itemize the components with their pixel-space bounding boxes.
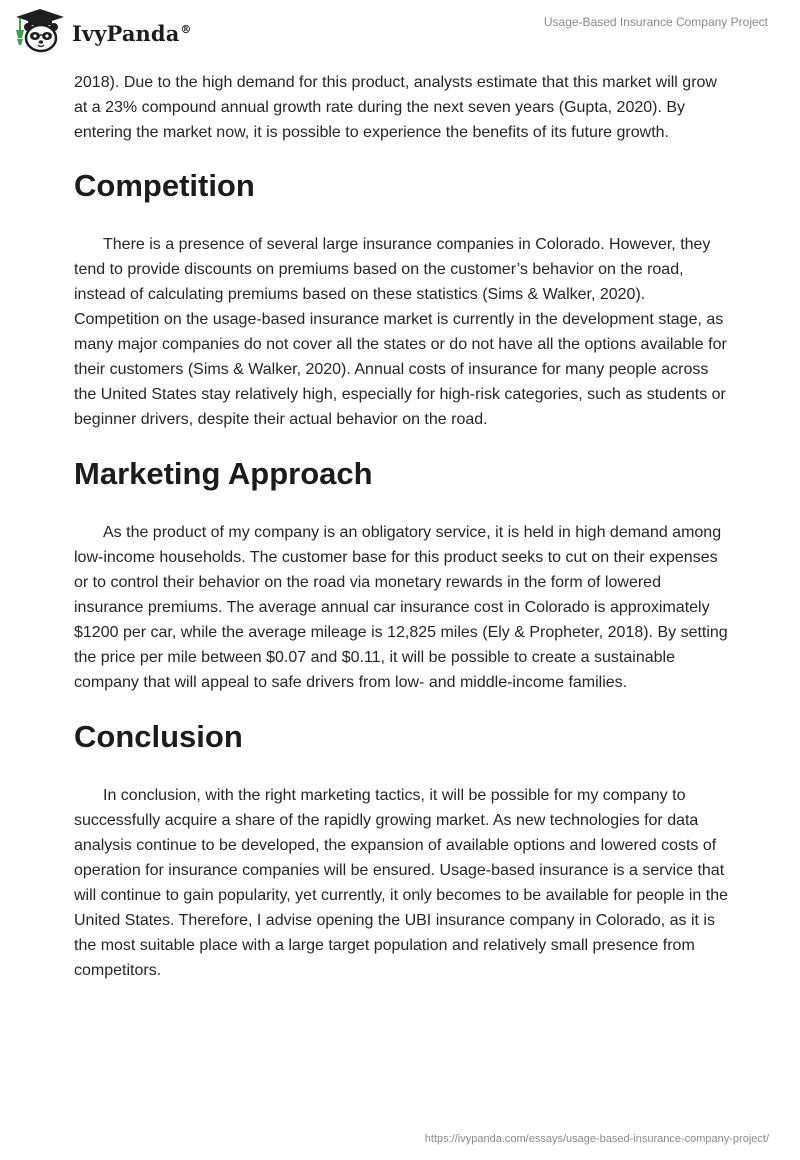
heading-competition: Competition xyxy=(74,168,255,203)
ivypanda-logo-link[interactable] xyxy=(14,8,192,54)
page-header xyxy=(0,0,800,64)
essay-content xyxy=(74,70,730,983)
paragraph-conclusion: In conclusion, with the right marketing tactics, it will be possible for my company to successfully acquire a share of the rapidly growing market. As new technologies for data analysis continue to be developed, the expansion of available options and lowered costs of operation for insurance companies will be ensured. Usage-based insurance is a service that will continue to gain popularity, yet currently, it only becomes to be available for people in the United States. Therefore, I advise opening the UBI insurance company in Colorado, as it is the most suitable place with a large target population and relatively small presence from competitors. xyxy=(74,787,728,979)
paragraph-competition: There is a presence of several large insurance companies in Colorado. However, they tend to provide discounts on premiums based on the customer’s behavior on the road, instead of calculating premiums based on these statistics (Sims & Walker, 2020). Competition on the usage-based insurance market is currently in the development stage, as many major companies do not cover all the states or do not have all the options available for their customers (Sims & Walker, 2020). Annual costs of insurance for many people across the United States stay relatively high, especially for high-risk categories, such as students or beginner drivers, despite their actual behavior on the road. xyxy=(74,236,727,428)
paragraph-marketing-approach: As the product of my company is an obligatory service, it is held in high demand among low-income households. The customer base for this product seeks to cut on their expenses or to control their behavior on the road via monetary rewards in the form of lowered insurance premiums. The average annual car insurance cost in Colorado is approximately $1200 per car, while the average mileage is 12,825 miles (Ely & Propheter, 2018). By setting the price per mile between $0.07 and $0.11, it will be possible to create a sustainable company that will appeal to safe drivers from low- and middle-income families. xyxy=(74,524,728,691)
intro-paragraph-continued: 2018). Due to the high demand for this product, analysts estimate that this market will grow at a 23% compound annual growth rate during the next seven years (Gupta, 2020). By entering the market now, it is possible to experience the benefits of its future growth. xyxy=(74,74,717,141)
panda-graduate-icon xyxy=(14,8,66,54)
document-title: Usage-Based Insurance Company Project xyxy=(543,15,768,29)
heading-marketing-approach: Marketing Approach xyxy=(74,456,373,491)
source-url-link[interactable]: https://ivypanda.com/essays/usage-based-insurance-company-project/ xyxy=(424,1133,769,1145)
heading-conclusion: Conclusion xyxy=(74,719,243,754)
brand-name: IvyPanda® xyxy=(72,20,192,46)
